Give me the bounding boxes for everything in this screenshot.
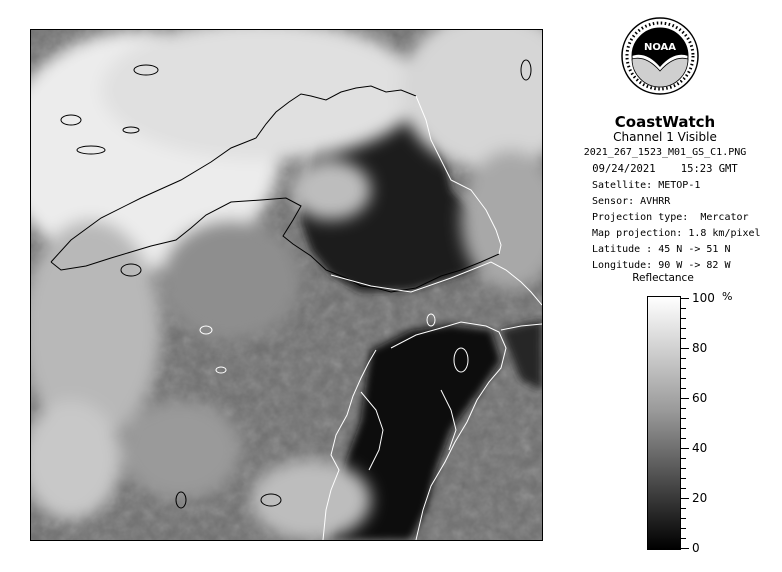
colorbar-tick [681,478,686,479]
meta-longitude: Longitude: 90 W -> 82 W [592,260,731,271]
legend-title: Reflectance [632,272,694,284]
colorbar-tick [681,398,689,399]
colorbar-tick [681,528,686,529]
colorbar-tick [681,328,686,329]
colorbar-tick [681,378,686,379]
colorbar-tick-label: 20 [692,491,708,505]
file-name: 2021_267_1523_M01_GS_C1.PNG [583,147,747,158]
colorbar-tick-label: 80 [692,341,708,355]
colorbar-tick [681,498,689,499]
meta-latitude: Latitude : 45 N -> 51 N [592,244,731,255]
colorbar-tick [681,408,686,409]
colorbar-tick [681,468,686,469]
colorbar-tick-label: 60 [692,391,708,405]
meta-projection-type: Projection type: Mercator [592,212,749,223]
satellite-image [30,29,543,541]
colorbar-tick [681,318,686,319]
colorbar-tick [681,368,686,369]
meta-satellite: Satellite: METOP-1 [592,180,701,191]
legend-unit: % [722,290,733,303]
colorbar-tick [681,508,686,509]
colorbar-tick-label: 40 [692,441,708,455]
colorbar-tick [681,338,686,339]
colorbar-tick [681,298,689,299]
app-title: CoastWatch [614,113,716,131]
colorbar-tick [681,438,686,439]
colorbar-tick [681,348,689,349]
colorbar-tick [681,538,686,539]
colorbar-tick [681,358,686,359]
colorbar-tick [681,458,686,459]
colorbar-tick-label: 100 [692,291,715,305]
colorbar-tick [681,548,689,549]
colorbar-tick-label: 0 [692,541,700,555]
colorbar-tick [681,448,689,449]
logo-wordmark: NOAA [643,42,677,53]
meta-sensor: Sensor: AVHRR [592,196,671,207]
channel-title: Channel 1 Visible [613,130,717,144]
colorbar-tick [681,388,686,389]
colorbar-tick [681,418,686,419]
colorbar-tick [681,518,686,519]
reflectance-colorbar [647,296,681,550]
noaa-logo [621,17,699,95]
colorbar-tick [681,488,686,489]
colorbar-tick [681,428,686,429]
meta-map-projection: Map projection: 1.8 km/pixel [592,228,761,239]
acquisition-datetime: 09/24/2021 15:23 GMT [592,163,738,175]
colorbar-tick [681,308,686,309]
